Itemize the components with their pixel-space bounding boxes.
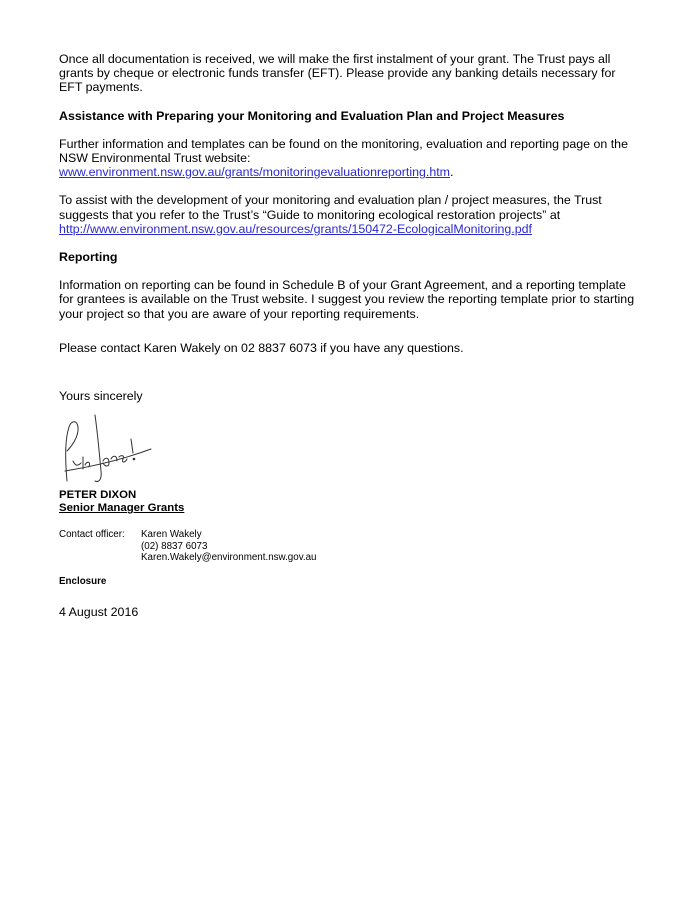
ecological-monitoring-link[interactable]: http://www.environment.nsw.gov.au/resources/grants/150472-EcologicalMonitoring.pdf [59, 221, 532, 236]
paragraph-guide [59, 193, 639, 236]
paragraph-further-info-end: . [449, 165, 454, 180]
signatory-name: PETER DIXON [59, 489, 137, 502]
letter-date: 4 August 2016 [59, 605, 139, 620]
closing-salutation: Yours sincerely [59, 389, 143, 404]
paragraph-reporting: Information on reporting can be found in Schedule B of your Grant Agreement, and a reporting template for grantees is available on the Trust website. I suggest you review the reporting template prior to starting your project so that you are aware of your reporting requirements. [59, 278, 635, 321]
paragraph-contact: Please contact Karen Wakely on 02 8837 6073 if you have any questions. [59, 340, 464, 355]
paragraph-guide-text: To assist with the development of your monitoring and evaluation plan / project measures, the Trust suggests that you refer to the Trust’s “Guide to monitoring ecological restoration projects” at [59, 193, 602, 222]
heading-reporting: Reporting [59, 250, 118, 265]
heading-assistance: Assistance with Preparing your Monitoring and Evaluation Plan and Project Measures [59, 108, 565, 123]
signature-image [59, 409, 169, 489]
signatory-title: Senior Manager Grants [59, 502, 185, 515]
paragraph-payment: Once all documentation is received, we will make the first instalment of your grant. The Trust pays all grants by cheque or electronic funds transfer (EFT). Please provide any banking details necessary for EFT payments. [59, 52, 616, 95]
enclosure-label: Enclosure [59, 575, 107, 587]
contact-name: Karen Wakely [141, 529, 202, 541]
contact-label: Contact officer: [59, 529, 125, 541]
contact-details [141, 529, 317, 564]
paragraph-further-info [59, 137, 639, 180]
monitoring-reporting-link[interactable]: www.environment.nsw.gov.au/grants/monitoringevaluationreporting.htm [59, 165, 450, 180]
contact-email: Karen.Wakely@environment.nsw.gov.au [141, 552, 317, 564]
contact-phone: (02) 8837 6073 [141, 540, 208, 552]
contact-block [59, 529, 639, 564]
paragraph-further-info-text: Further information and templates can be found on the monitoring, evaluation and reporting page on the NSW Environmental Trust website: [59, 136, 628, 166]
letter-page [59, 52, 639, 619]
